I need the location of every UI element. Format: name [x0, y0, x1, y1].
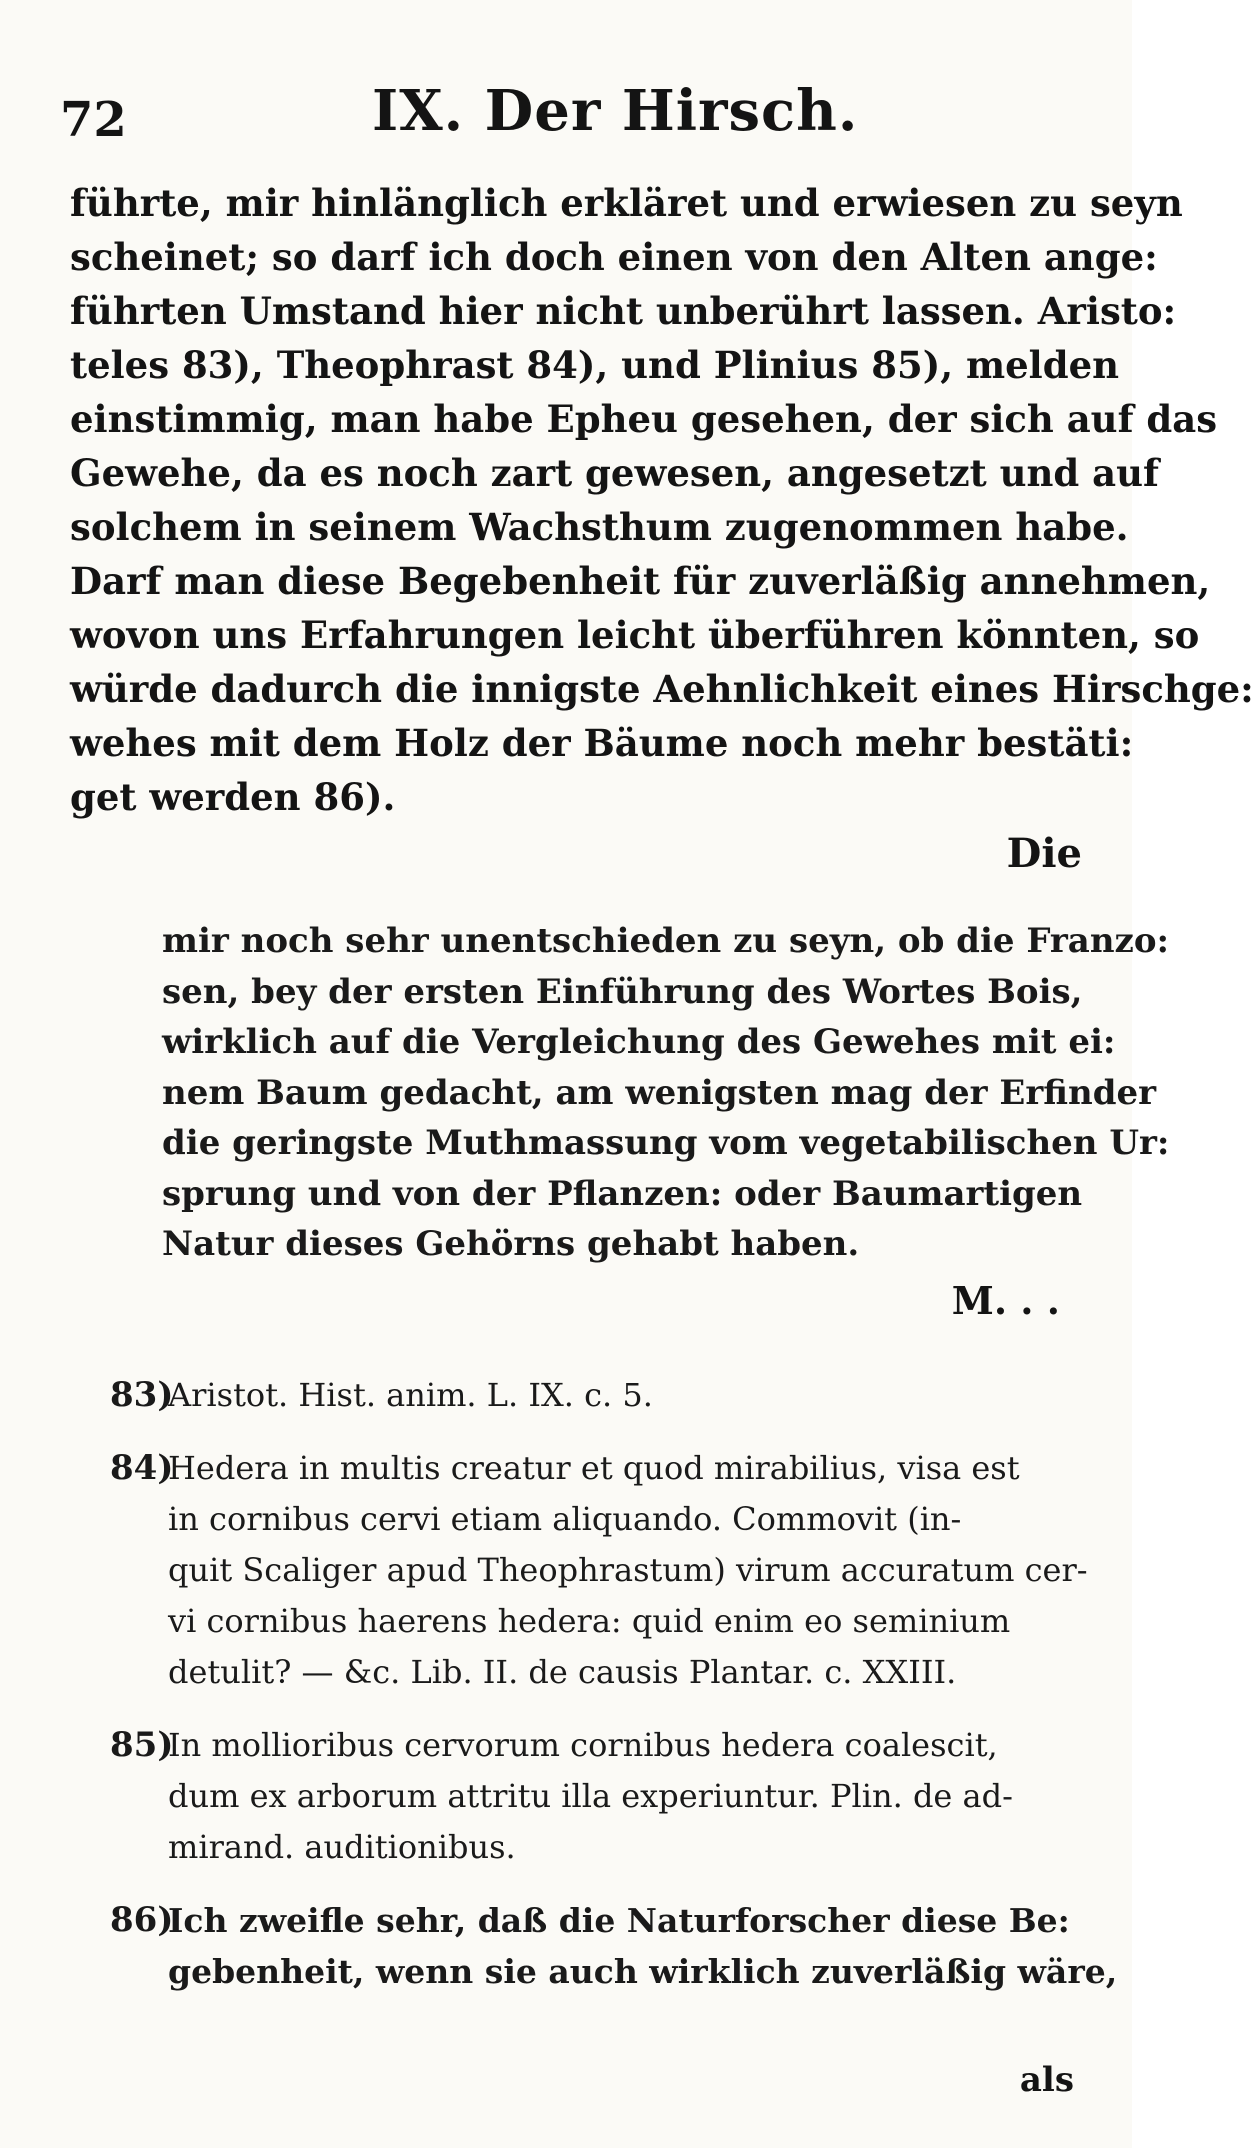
footnote-body	[168, 1443, 1090, 1698]
footnote-84	[110, 1443, 1090, 1698]
main-text-line: wovon uns Erfahrungen leicht überführen könnten, so	[70, 613, 1200, 657]
page-header	[60, 78, 1080, 158]
footnotes-block	[110, 1370, 1118, 2019]
main-text-line: würde dadurch die innigste Aehnlichkeit eines Hirschge:	[70, 667, 1254, 711]
footnote-continuation-line: nem Baum gedacht, am wenigsten mag der Erfinder	[162, 1072, 1157, 1113]
footnote-body	[168, 1370, 1090, 1421]
catchword-footnote: M. . .	[951, 1278, 1060, 1323]
footnote-continuation-line: sen, bey der ersten Einführung des Wortes Bois,	[162, 971, 1083, 1012]
footnote-line: gebenheit, wenn sie auch wirklich zuverläßig wäre,	[168, 1952, 1118, 1991]
footnote-line: Aristot. Hist. anim. L. IX. c. 5.	[168, 1376, 653, 1414]
main-text-line: Gewehe, da es noch zart gewesen, angesetzt und auf	[70, 451, 1159, 495]
footnote-continuation-line: sprung und von der Pflanzen: oder Baumartigen	[162, 1173, 1083, 1214]
footnote-continuation-line: Natur dieses Gehörns gehabt haben.	[162, 1224, 860, 1264]
footnote-line: dum ex arborum attritu illa experiuntur. Plin. de ad-	[168, 1777, 1013, 1815]
running-head: IX. Der Hirsch.	[372, 78, 859, 144]
main-text-line: scheinet; so darf ich doch einen von den Alten ange:	[70, 235, 1158, 279]
main-text-line: Darf man diese Begebenheit für zuverläßig annehmen,	[70, 559, 1211, 603]
footnote-line: quit Scaliger apud Theophrastum) virum accuratum cer-	[168, 1551, 1088, 1589]
main-text-line: solchem in seinem Wachsthum zugenommen habe.	[70, 505, 1129, 549]
footnote-line: detulit? — &c. Lib. II. de causis Plantar. c. XXIII.	[168, 1653, 957, 1691]
footnote-body	[168, 1720, 1090, 1873]
page-number: 72	[60, 92, 127, 148]
footnote-line: Ich zweifle sehr, daß die Naturforscher diese Be:	[168, 1901, 1070, 1940]
catchword-main: Die	[1006, 830, 1082, 877]
main-text-line: führten Umstand hier nicht unberührt lassen. Aristo:	[70, 289, 1177, 333]
footnote-86	[110, 1895, 1118, 1997]
footnote-continuation-line: wirklich auf die Vergleichung des Gewehes mit ei:	[162, 1022, 1116, 1062]
footnote-number: 83)	[110, 1375, 174, 1415]
footnote-number: 84)	[110, 1448, 174, 1488]
footnote-number: 86)	[110, 1900, 174, 1940]
footnote-line: In mollioribus cervorum cornibus hedera coalescit,	[168, 1726, 998, 1764]
main-text-line: teles 83), Theophrast 84), und Plinius 85), melden	[70, 343, 1120, 387]
main-text-line: führte, mir hinlänglich erkläret und erwiesen zu seyn	[70, 181, 1183, 225]
main-text-line: get werden 86).	[70, 775, 396, 819]
footnote-85	[110, 1720, 1090, 1873]
footnote-body	[168, 1895, 1118, 1997]
main-text-line: einstimmig, man habe Epheu gesehen, der sich auf das	[70, 397, 1218, 441]
footnote-line: mirand. auditionibus.	[168, 1828, 516, 1866]
footnote-number: 85)	[110, 1725, 174, 1765]
footnote-continuation-line: die geringste Muthmassung vom vegetabilischen Ur:	[162, 1123, 1170, 1163]
footnote-83	[110, 1370, 1090, 1421]
footnote-line: Hedera in multis creatur et quod mirabilius, visa est	[168, 1449, 1020, 1487]
main-text-block	[70, 176, 1254, 824]
footnote-line: vi cornibus haerens hedera: quid enim eo seminium	[168, 1602, 1011, 1640]
footnote-line: in cornibus cervi etiam aliquando. Commovit (in-	[168, 1500, 962, 1538]
main-text-line: wehes mit dem Holz der Bäume noch mehr bestäti:	[70, 721, 1134, 765]
footnote-continuation-line: mir noch sehr unentschieden zu seyn, ob die Franzo:	[162, 921, 1170, 961]
catchword-end: als	[1019, 2060, 1074, 2100]
footnote-continuation	[162, 916, 1170, 1270]
